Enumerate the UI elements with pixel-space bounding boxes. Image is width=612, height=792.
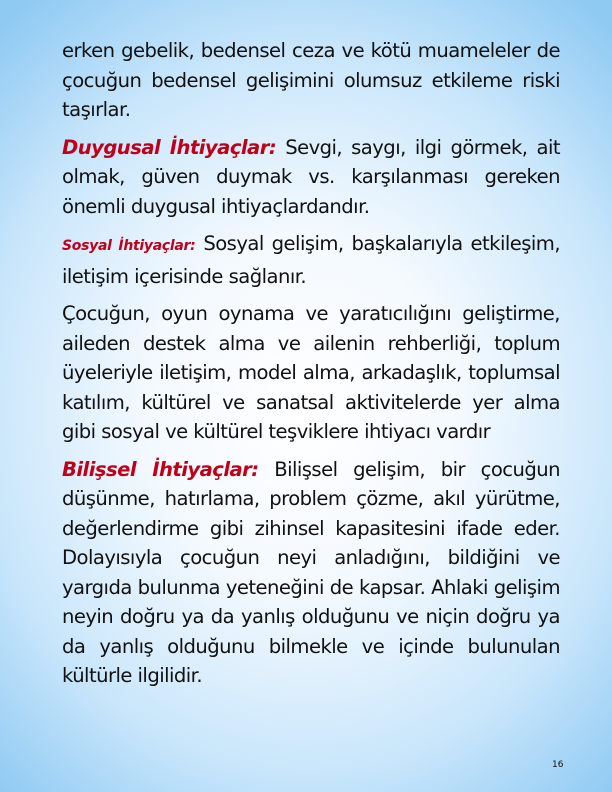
text-cognitive-needs: Bilişsel gelişim, bir çocuğun düşünme, hatırlama, problem çözme, akıl yürütme, değerlendirme gibi zihinsel kapasitesini ifade eder. Dolayısıyla çocuğun neyi anladığını, bildiğini ve yargıda bulunma yeteneğini de kapsar. Ahlaki gelişim neyin doğru ya da yanlış olduğunu ve niçin doğru ya da yanlış olduğunu bilmekle ve içinde bulunulan kültürle ilgilidir. [62, 457, 560, 687]
paragraph-intro-continuation: erken gebelik, bedensel ceza ve kötü muameleler de çocuğun bedensel gelişimini olumsuz etkileme riski taşırlar. [62, 39, 560, 121]
paragraph-child-social-cultural: Çocuğun, oyun oynama ve yaratıcılığını geliştirme, aileden destek alma ve ailenin rehberliği, toplum üyeleriyle iletişim, model alma, arkadaşlık, toplumsal katılım, kültürel ve sanatsal aktivitelerde yer alma gibi sosyal ve kültürel teşviklere ihtiyacı vardır [62, 302, 560, 443]
page-number: 16 [552, 760, 564, 770]
paragraph-cognitive-needs [62, 455, 560, 691]
text-emotional-needs: Sevgi, saygı, ilgi görmek, ait olmak, güven duymak vs. karşılanması gereken önemli duygusal ihtiyaçlardandır. [62, 135, 560, 218]
paragraph-social-needs [62, 229, 560, 291]
text-social-needs: Sosyal gelişim, başkalarıyla etkileşim, iletişim içerisinde sağlanır. [62, 232, 561, 288]
paragraph-emotional-needs [62, 133, 560, 222]
heading-cognitive-needs: Bilişsel İhtiyaçlar: [62, 457, 259, 481]
heading-social-needs: Sosyal İhtiyaçlar: [62, 238, 196, 254]
document-page [62, 36, 560, 699]
heading-emotional-needs: Duygusal İhtiyaçlar: [62, 135, 277, 159]
